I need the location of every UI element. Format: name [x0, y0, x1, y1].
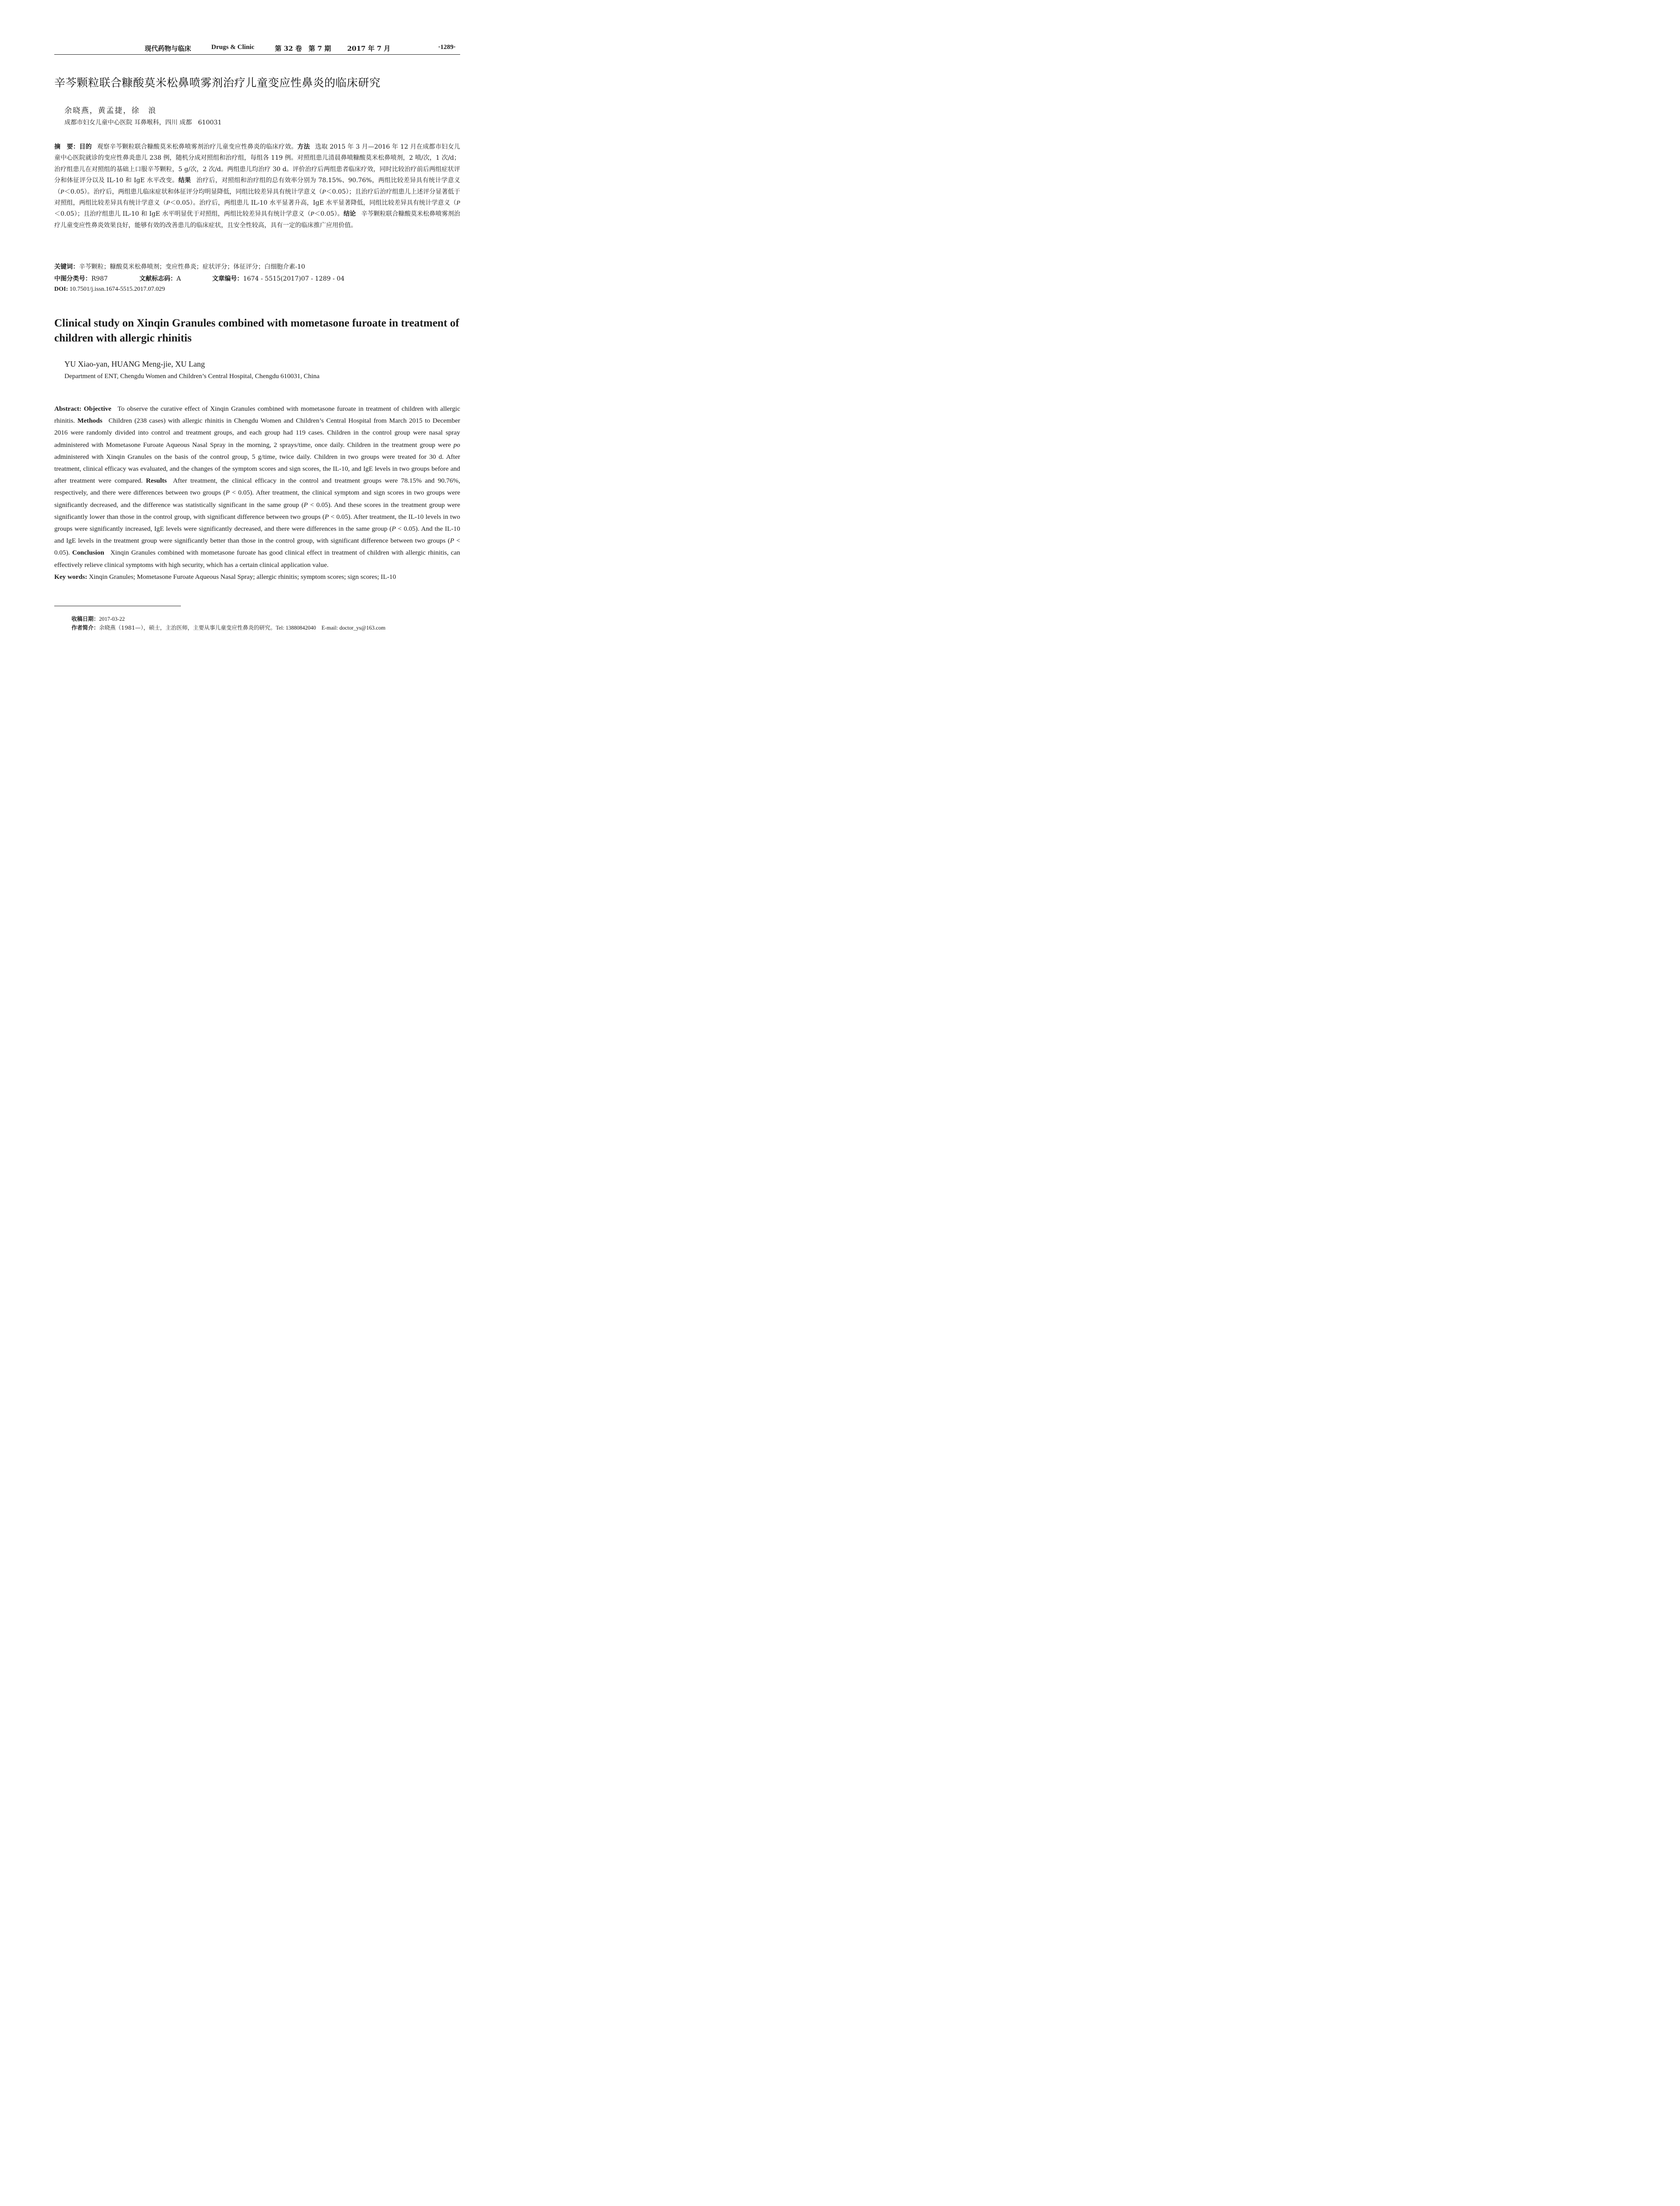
article-number-value: 1674 - 5515(2017)07 - 1289 - 04	[243, 275, 345, 282]
results-text-cn: ＜0.05）；且治疗组患儿 IL-10 和 IgE 水平明显优于对照组，两组比较差异具有统计学意义（	[54, 210, 311, 218]
p-symbol: P	[324, 513, 329, 521]
document-code	[139, 274, 181, 283]
received-date: 2017-03-22	[99, 616, 125, 622]
results-text-en: < 0.05). And these scores in the treatment group were significantly lower than those in the control group, with significant difference between two groups (	[54, 501, 460, 521]
objective-text-cn: 观察辛芩颗粒联合糠酸莫米松鼻喷雾剂治疗儿童变应性鼻炎的临床疗效。	[97, 143, 298, 150]
methods-text-cn: 选取 2015 年 3 月—2016 年 12 月在成都市妇女儿童中心医院就诊的变应性鼻炎患儿 238 例，随机分成对照组和治疗组，每组各 119 例。对照组患儿清晨鼻喷糠酸莫米松鼻喷剂，2 喷/次，1 次/d；治疗组患儿在对照组的基础上口服辛芩颗粒，5 g/次，2 次/d。两组患儿均治疗 30 d。评价治疗后两组患者临床疗效，同时比较治疗前后两组症状评分和体征评分以及 IL-10 和 IgE 水平改变。	[54, 143, 461, 184]
p-symbol: P	[166, 200, 170, 207]
results-text-cn: ＜0.05）；且治疗后治疗组患儿上述评分显著低于对照组，两组比较差异具有统计学意义（	[54, 188, 461, 207]
keywords-cn	[54, 262, 305, 271]
bio-contact: Tel: 13880842040 E-mail: doctor_ys@163.com	[276, 625, 386, 631]
affiliation-cn: 成都市妇女儿童中心医院 耳鼻喉科，四川 成都 610031	[64, 119, 222, 126]
conclusion-label-cn: 结论	[343, 210, 356, 218]
article-number	[212, 274, 345, 283]
bio-label: 作者简介：	[71, 624, 99, 631]
results-label-cn: 结果	[178, 177, 191, 184]
journal-name-en: Drugs & Clinic	[211, 44, 255, 51]
affiliation-en: Department of ENT, Chengdu Women and Children’s Central Hospital, Chengdu 610031, China	[64, 373, 320, 380]
p-symbol: P	[450, 537, 454, 545]
document-code-label: 文献标志码：	[139, 275, 176, 282]
results-text-en: After treatment, the clinical efficacy in the control and treatment groups were 78.15% and 90.76%, respectively, and there were differences between two groups (	[54, 477, 461, 497]
authors-cn: 余晓燕，黄孟捷，徐 浪	[64, 106, 157, 115]
results-text-en: < 0.05).	[54, 537, 460, 557]
keywords-label-en: Key words:	[54, 573, 87, 581]
results-label-en: Results	[146, 477, 167, 485]
methods-text-en: Children (238 cases) with allergic rhinitis in Chengdu Women and Children’s Central Hospital from March 2015 to December 2016 were randomly divided into control and treatment groups, and each group had 119 cases. Children in the control group were nasal spray administered with Mometasone Furoate Aqueous Nasal Spray in the morning, 2 sprays/time, once daily. Children in the treatment group were	[54, 417, 460, 449]
journal-page	[0, 0, 510, 687]
conclusion-text-en: Xinqin Granules combined with mometasone furoate has good clinical effect in treatment of children with allergic rhinitis, can effectively relieve clinical symptoms with high security, which has a certain clinical application value.	[54, 549, 460, 569]
keywords-label-cn: 关键词：	[54, 263, 79, 270]
methods-label-en: Methods	[77, 417, 102, 425]
article-title-cn: 辛芩颗粒联合糠酸莫米松鼻喷雾剂治疗儿童变应性鼻炎的临床研究	[54, 76, 381, 89]
p-symbol: P	[310, 211, 315, 218]
clc-code	[54, 275, 108, 282]
p-symbol: P	[322, 188, 326, 195]
classification-line	[54, 274, 345, 283]
bio-text-cn: 余晓燕（1981—），硕士，主治医师，主要从事儿童变应性鼻炎的研究。	[99, 624, 276, 631]
authors-en: YU Xiao-yan, HUANG Meng-jie, XU Lang	[64, 360, 205, 368]
p-symbol: P	[60, 188, 64, 195]
keywords-text-cn: 辛芩颗粒；糠酸莫米松鼻喷剂；变应性鼻炎；症状评分；体征评分；白细胞介素-10	[79, 263, 305, 270]
results-text-cn: 治疗后，对照组和治疗组的总有效率分别为 78.15%、90.76%，两组比较差异具有统计学意义（	[54, 177, 461, 195]
abstract-objective-label-en: Abstract: Objective	[54, 405, 112, 413]
objective-label-cn: 目的	[79, 143, 92, 150]
conclusion-text-cn: 辛芩颗粒联合糠酸莫米松鼻喷雾剂治疗儿童变应性鼻炎效果良好，能够有效的改善患儿的临床症状，且安全性较高，具有一定的临床推广应用价值。	[54, 210, 460, 229]
methods-text-en: administered with Xinqin Granules on the basis of the control group, 5 g/time, twice daily. Children in two groups were treated for 30 d. After treatment, clinical efficacy was evaluated, and the changes of the symptom scores and sign scores, the IL-10, and IgE levels in two groups before and after treatment were compared.	[54, 453, 460, 485]
article-number-label: 文章编号：	[212, 275, 243, 282]
document-code-value: A	[176, 275, 181, 282]
results-text-en: < 0.05). After treatment, the clinical symptom and sign scores in two groups were significantly decreased, and the difference was statistically significant in the same group (	[54, 489, 460, 509]
article-title-en: Clinical study on Xinqin Granules combined with mometasone furoate in treatment of children with allergic rhinitis	[54, 317, 459, 344]
results-text-en: < 0.05). And the IL-10 and IgE levels in the treatment group were significantly better than those in the control group, with significant difference between two groups (	[54, 525, 460, 545]
keywords-text-en: Xinqin Granules; Mometasone Furoate Aqueous Nasal Spray; allergic rhinitis; symptom scores; sign scores; IL-10	[89, 573, 396, 581]
clc-value: R987	[91, 275, 108, 282]
doi-link[interactable]: 10.7501/j.issn.1674-5515.2017.07.029	[69, 286, 165, 293]
p-symbol: P	[304, 501, 308, 509]
objective-text-en: To observe the curative effect of Xinqin Granules combined with mometasone furoate in treatment of children with allergic rhinitis.	[54, 405, 461, 425]
footnote-received	[71, 615, 125, 623]
volume-issue: 第 32 卷 第 7 期	[275, 45, 331, 53]
abstract-label-cn: 摘 要：	[54, 143, 79, 150]
p-symbol: P	[225, 489, 230, 497]
footnote-author-bio	[71, 623, 386, 631]
journal-name-cn: 现代药物与临床	[145, 45, 191, 53]
results-text-en: < 0.05). After treatment, the IL-10 levels in two groups were significantly increased, IgE levels were significantly decreased, and there were differences in the same group (	[54, 513, 461, 533]
issue-date: 2017 年 7 月	[347, 45, 390, 53]
doi-line	[54, 286, 165, 293]
received-label: 收稿日期：	[71, 615, 99, 622]
p-symbol: P	[456, 200, 461, 207]
clc-label: 中图分类号：	[54, 275, 91, 282]
results-text-cn: ＜0.05）。	[314, 210, 344, 218]
page-number: ·1289·	[438, 44, 456, 51]
po-abbrev: po	[453, 441, 461, 449]
abstract-cn	[54, 142, 460, 231]
conclusion-label-en: Conclusion	[72, 549, 105, 557]
doi-label: DOI:	[54, 286, 68, 293]
p-symbol: P	[391, 525, 396, 533]
results-text-cn: ＜0.05）。治疗后，两组患儿 IL-10 水平显著升高，IgE 水平显著降低，同组比较差异具有统计学意义（	[170, 199, 457, 207]
abstract-en	[54, 403, 460, 583]
methods-label-cn: 方法	[297, 143, 310, 150]
running-header	[54, 43, 460, 55]
results-text-cn: ＜0.05）。治疗后，两组患儿临床症状和体征评分均明显降低，同组比较差异具有统计学意义（	[64, 188, 322, 195]
